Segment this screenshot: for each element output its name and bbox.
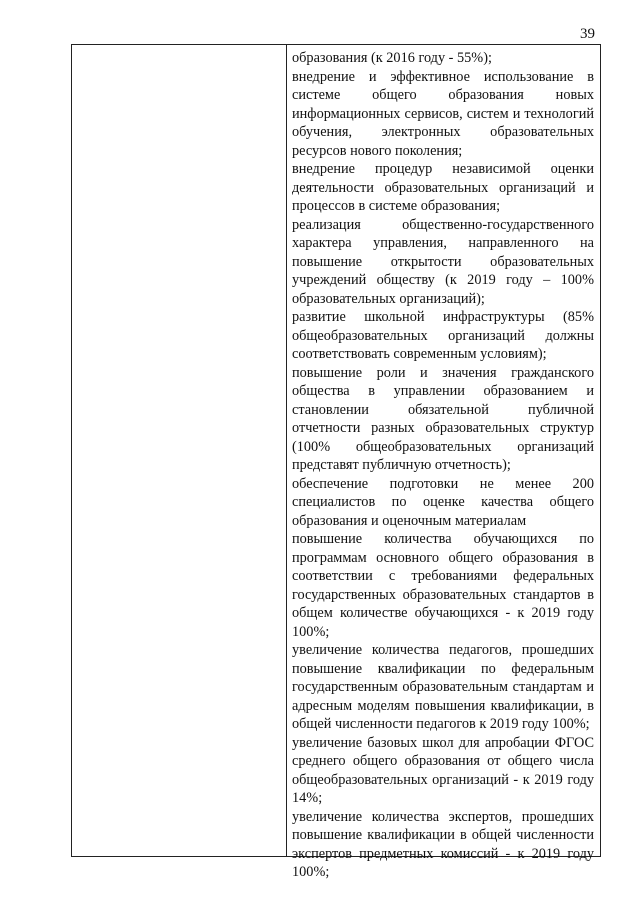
text-paragraph: повышение количества обучающихся по программам основного общего образования в соответствии с требованиями федеральных государственных образовательных стандартов в общем количестве обучающихся - к 2019 году 100%; — [292, 531, 594, 640]
column-divider — [286, 45, 287, 856]
right-column-cell — [292, 49, 594, 882]
text-paragraph: обеспечение подготовки не менее 200 специалистов по оценке качества общего образования и оценочным материалам — [292, 475, 594, 529]
text-paragraph: образования (к 2016 году - 55%); — [292, 50, 492, 66]
text-paragraph: повышение роли и значения гражданского общества в управлении образованием и становлении обязательной публичной отчетности разных образовательных структур (100% общеобразовательных организаций представят публичную отчетность); — [292, 364, 594, 473]
text-paragraph: внедрение и эффективное использование в системе общего образования новых информационных сервисов, систем и технологий обучения, электронных образовательных ресурсов нового поколения; — [292, 68, 594, 159]
document-table — [71, 44, 601, 880]
text-paragraph: увеличение количества экспертов, прошедших повышение квалификации в общей численности экспертов предметных комиссий - к 2019 году 100%; — [292, 808, 594, 880]
page-number: 39 — [580, 26, 595, 42]
text-paragraph: развитие школьной инфраструктуры (85% общеобразовательных организаций должны соответствовать современным условиям); — [292, 309, 594, 362]
text-paragraph: увеличение количества педагогов, прошедших повышение квалификации по федеральным государственным образовательным стандартам и адресным моделям повышения квалификации, в общей численности педагогов к 2019 году 100%; — [292, 642, 594, 732]
text-paragraph: внедрение процедур независимой оценки деятельности образовательных организаций и процессов в системе образования; — [292, 161, 594, 214]
text-paragraph: реализация общественно-государственного характера управления, направленного на повышение открытости образовательных учреждений обществу (к 2019 году – 100% образовательных организаций); — [292, 216, 594, 307]
text-paragraph: увеличение базовых школ для апробации ФГОС среднего общего образования от общего числа общеобразовательных организаций - к 2019 году 14%; — [292, 734, 594, 806]
